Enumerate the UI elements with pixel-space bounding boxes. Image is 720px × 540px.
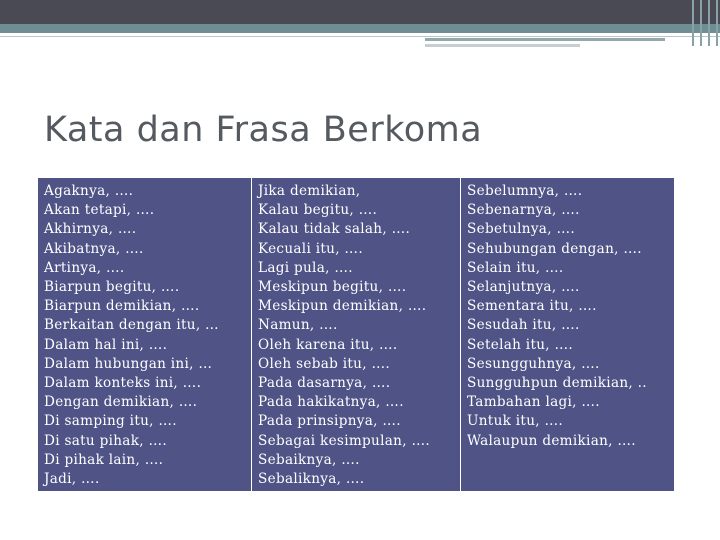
list-item: Kalau begitu, ….: [258, 202, 378, 219]
list-item: Artinya, ….: [44, 259, 125, 276]
list-item: Kalau tidak salah, ….: [258, 221, 411, 238]
header-tab-line: [425, 38, 665, 41]
word-column-3: [461, 178, 675, 492]
list-item: Biarpun begitu, ….: [44, 279, 180, 296]
list-item: Meskipun begitu, ….: [258, 279, 407, 296]
header-tab-line-short: [425, 44, 580, 47]
list-item: Biarpun demikian, ….: [44, 298, 200, 315]
list-item: Namun, ….: [258, 317, 338, 334]
list-item: Pada dasarnya, ….: [258, 375, 391, 392]
list-item: Akan tetapi, ….: [44, 202, 155, 219]
list-item: Jadi, ….: [44, 471, 100, 488]
list-item: Setelah itu, ….: [467, 336, 574, 353]
list-item: Sebelumnya, ….: [467, 183, 583, 199]
list-item: Sehubungan dengan, ….: [467, 240, 642, 257]
list-item: Oleh karena itu, ….: [258, 336, 398, 353]
word-column-1: [38, 178, 252, 492]
list-item: Jika demikian,: [258, 183, 361, 199]
list-item: Pada prinsipnya, ….: [258, 413, 401, 430]
slide-title: Kata dan Frasa Berkoma: [44, 110, 483, 150]
header-bar: [0, 0, 720, 24]
list-item: Sebetulnya, ….: [467, 221, 575, 238]
corner-stripes: [688, 0, 720, 46]
list-item: Untuk itu, ….: [467, 413, 564, 430]
list-item: Di pihak lain, ….: [44, 451, 164, 468]
list-item: Lagi pula, ….: [258, 259, 353, 276]
list-item: Akhirnya, ….: [44, 221, 137, 238]
list-item: Sesudah itu, ….: [467, 317, 580, 334]
list-item: Agaknya, ….: [44, 183, 134, 199]
list-item: Sebenarnya, ….: [467, 202, 580, 219]
list-item: Dalam hal ini, ….: [44, 336, 168, 353]
list-item: Selain itu, ….: [467, 259, 564, 276]
list-item: Sesungguhnya, ….: [467, 355, 600, 372]
list-item: Di samping itu, ….: [44, 413, 177, 430]
list-item: Dalam hubungan ini, …: [44, 355, 213, 372]
list-item: Berkaitan dengan itu, …: [44, 317, 219, 334]
list-item: Sungguhpun demikian, ..: [467, 375, 647, 392]
list-item: Tambahan lagi, ….: [467, 394, 600, 411]
list-item: Sementara itu, ….: [467, 298, 597, 315]
list-item: Oleh sebab itu, ….: [258, 355, 390, 372]
list-item: Dengan demikian, ….: [44, 394, 198, 411]
list-item: Kecuali itu, ….: [258, 240, 363, 257]
list-item: Sebagai kesimpulan, ….: [258, 432, 430, 449]
list-item: Dalam konteks ini, ….: [44, 375, 202, 392]
word-column-2: [252, 178, 461, 492]
list-item: Selanjutnya, ….: [467, 279, 580, 296]
list-item: Di satu pihak, ….: [44, 432, 167, 449]
list-item: Sebaiknya, ….: [258, 451, 360, 468]
list-item: Sebaliknya, ….: [258, 471, 365, 488]
list-item: Meskipun demikian, ….: [258, 298, 427, 315]
list-item: Walaupun demikian, ….: [467, 432, 636, 449]
word-table: [37, 177, 675, 492]
list-item: Pada hakikatnya, ….: [258, 394, 404, 411]
header-accent-bar: [0, 24, 720, 33]
header-divider: [0, 36, 720, 37]
list-item: Akibatnya, ….: [44, 240, 144, 257]
